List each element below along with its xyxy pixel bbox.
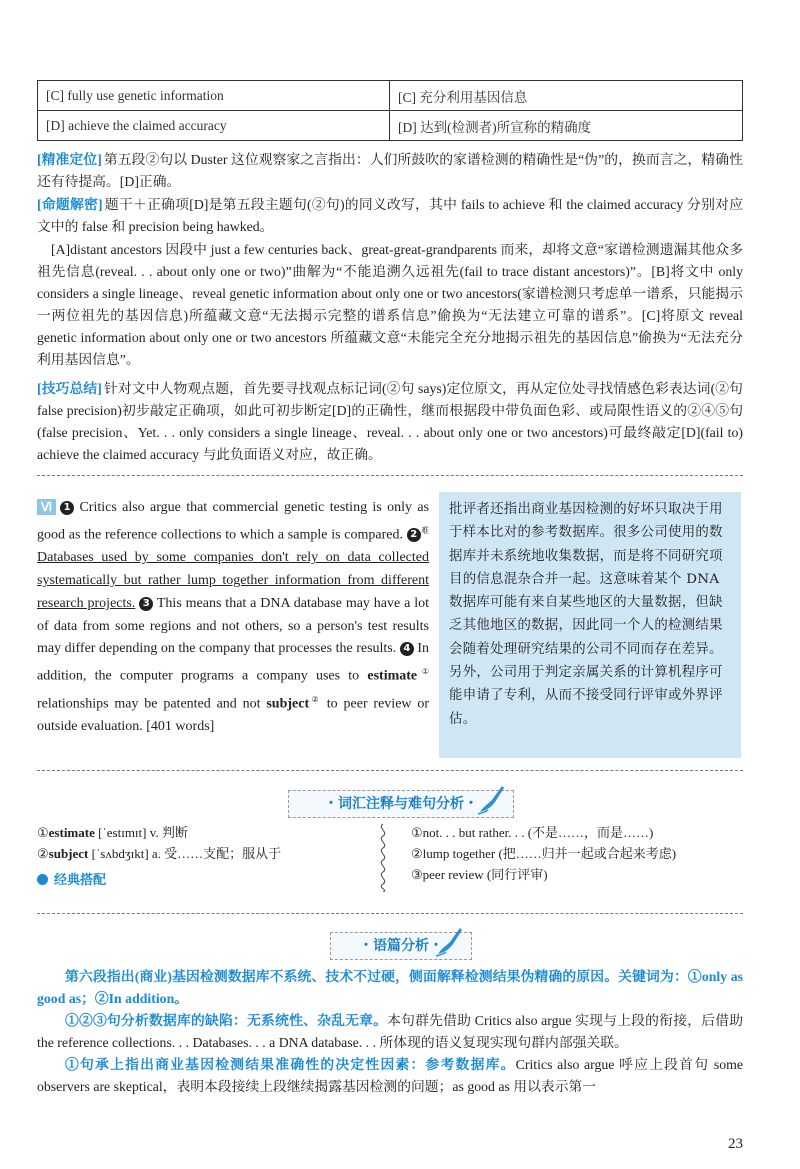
tag-label: [命题解密]: [37, 197, 103, 212]
bullet-icon: [37, 874, 48, 885]
sentence-number: 3: [139, 597, 153, 611]
translation-text: 批评者还指出商业基因检测的好坏只取决于用于样本比对的参考数据库。很多公司使用的数据库并未系统地收集数据，而是将不同研究项目的信息混杂合并一起。这意味着某个 DNA 数据库可能有来自某些地区的大量数据，但缺乏其他地区的数据，因此同一个人的检测结果会随着处理研究结果的公司不同而存在差异。另外，公司用于判定亲属关系的计算机程序可能申请了专利，从而不接受同行评审或外界评估。: [449, 502, 723, 727]
collocation-list: [411, 822, 741, 885]
classic-collocation-heading: 经典搭配: [37, 870, 367, 891]
vocab-list: [37, 822, 367, 891]
discourse-summary: 第六段指出(商业)基因检测数据库不系统、技术不过硬，侧面解释检测结果伪精确的原因。关键词为：①only as good as；②In addition。: [37, 969, 743, 1006]
analysis-text: 题干＋正确项[D]是第五段主题句(②句)的同义改写，其中 fails to achieve 和 the claimed accuracy 分别对应文中的 false 和 precision being hawked。: [37, 197, 743, 234]
passage-paragraph: [37, 497, 429, 739]
section-divider: [37, 770, 743, 771]
option-en: [D] achieve the claimed accuracy: [38, 111, 390, 141]
tag-label: [技巧总结]: [37, 381, 102, 396]
collocation-item: ③peer review (同行评审): [411, 867, 548, 882]
translation-box: [439, 492, 741, 758]
difficult-sentence: Databases used by some companies don't rely on data collected systematically but rather lump together information from different research projects.: [37, 550, 429, 611]
sentence-number: 2: [407, 528, 421, 542]
analysis-precise-location: [37, 149, 743, 193]
analysis-text: 第五段②句以 Duster 这位观察家之言指出：人们所鼓吹的家谱检测的精确性是“伪”的，换而言之，精确性还有待提高。[D]正确。: [37, 152, 743, 189]
analysis-technique-summary: [37, 378, 743, 466]
sentence: Critics also argue that commercial genetic testing is only as good as the reference collections to which a sample is compared.: [37, 500, 430, 543]
analysis-text: [A]distant ancestors 因段中 just a few centuries back、great-great-grandparents 而来，却将文意“家谱检测遗漏其他众多祖先信息(reveal. . . about only one or two)”曲解为“不能追溯久远祖先(fail to trace distant ancestors)”。[B]将文中 only considers a single lineage、reveal genetic information about only one or two ancestors(家谱检测只考虑单一谱系，只能揭示一两位祖先的基因信息)所蕴藏文意“无法揭示完整的谱系信息”偷换为“无法建立可靠的谱系”。[C]将原文 reveal genetic information about only one or two ancestors 所蕴藏文意“未能完全充分地揭示祖先的基因信息”偷换为“无法充分利用基因信息”。: [37, 242, 743, 367]
brush-icon: [434, 924, 464, 958]
discourse-point: ①句承上指出商业基因检测结果准确性的决定性因素：参考数据库。Critics also argue 呼应上段首句 some observers are skeptical，表明本段接续上段继续揭露基因检测的问题；as good as 用以表示第一: [37, 1057, 744, 1094]
options-table: [37, 80, 743, 141]
analysis-text: 针对文中人物观点题，首先要寻找观点标记词(②句 says)定位原文，再从定位处寻找情感色彩表达词(②句 false precision)初步敲定正确项，如此可初步断定[D]的正确性，继而根据段中带负面色彩、或局限性语义的②④⑤句(false precision、Yet. . . only considers a single lineage、reveal. . . about only one or two ancestors)可最终敲定[D](fail to) achieve the claimed accuracy 与此负面语义对应，故正确。: [37, 381, 743, 462]
page-number: 23: [728, 1136, 743, 1152]
vocab-ref: ②: [309, 694, 321, 704]
discourse-point: ①②③句分析数据库的缺陷：无系统性、杂乱无章。本句群先借助 Critics also argue 实现与上段的衔接，后借助 the reference collections. . . Databases. . . a DNA database. . . 所体现的语义复现实现句群内部强关联。: [37, 1013, 744, 1050]
paragraph-number: Ⅵ: [37, 499, 56, 515]
vocab-ref: ①: [417, 667, 430, 677]
option-en: [C] fully use genetic information: [38, 81, 390, 111]
vocab-item: ②subject [ˈsʌbdʒɪkt] a. 受……支配；服从于: [37, 846, 282, 861]
brush-icon: [476, 782, 506, 816]
sentence: to peer review or outside evaluation.: [37, 696, 430, 735]
sentence: This means that a DNA database may have a lot of data from some regions and not others, so a person's test results may differ depending on the company that processes the results.: [37, 595, 430, 657]
sentence: relationships may be patented and not: [37, 696, 267, 712]
option-zh: [C] 充分利用基因信息: [390, 81, 743, 111]
vocab-section-title: ・词汇注释与难句分析・: [288, 790, 514, 818]
table-row: [38, 111, 743, 141]
word-count: [401 words]: [146, 719, 215, 735]
analysis-distractors: [37, 239, 743, 371]
vocab-word: estimate: [367, 668, 418, 684]
collocation-item: ①not. . . but rather. . . (不是……，而是……): [411, 825, 654, 840]
discourse-section-title: ・语篇分析・: [330, 932, 472, 960]
vocab-word: subject: [266, 696, 310, 712]
sentence: In addition, the computer programs a company uses to: [37, 641, 429, 684]
tag-label: [精准定位]: [37, 152, 102, 167]
vocab-word: subject: [48, 846, 89, 861]
collocation-item: ②lump together (把……归并一起或合起来考虑): [411, 846, 677, 861]
section-divider: [37, 475, 743, 476]
sentence-number: 4: [400, 642, 414, 656]
option-zh: [D] 达到(检测者)所宣称的精确度: [390, 111, 743, 141]
vocab-word: estimate: [48, 825, 95, 840]
difficult-mark: 难: [420, 525, 430, 535]
vocab-item: ①estimate [ˈestɪmɪt] v. 判断: [37, 825, 188, 840]
table-row: [38, 81, 743, 111]
section-divider: [37, 913, 743, 914]
sentence-number: 1: [60, 501, 74, 515]
analysis-question-decode: [37, 194, 743, 238]
spiral-divider: [375, 822, 391, 892]
